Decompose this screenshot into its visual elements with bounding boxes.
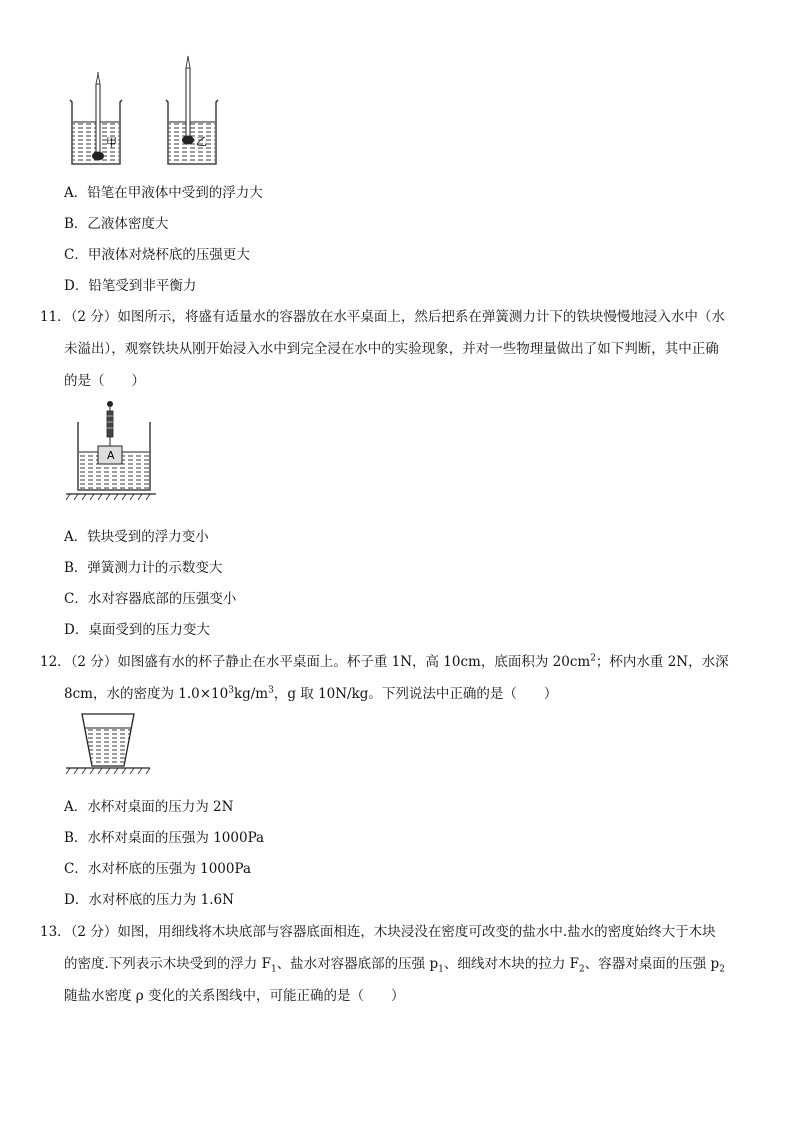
q13-text-2c: 、细线对木块的拉力 F: [443, 956, 580, 972]
q12-text-2b: kg/m: [233, 686, 269, 702]
q10-figure: [62, 50, 232, 170]
q12-number: 12．: [40, 654, 71, 670]
q11-text-1: 如图所示，将盛有适量水的容器放在水平桌面上，然后把系在弹簧测力计下的铁块慢慢地浸入水中（水: [117, 309, 725, 325]
q13-stem-line2: [64, 952, 725, 975]
q13-score: （2 分）: [70, 924, 118, 940]
q12-stem-line2: [64, 682, 557, 702]
q13-sub-3: 2: [579, 964, 585, 975]
q13-text-2d: 、容器对桌面的压强 p: [584, 956, 720, 972]
q10-option-b: B．乙液体密度大: [64, 216, 169, 232]
q11-stem-line3: 的是（ ）: [64, 373, 145, 389]
q12-text-1a: 如图盛有水的杯子静止在水平桌面上。杯子重 1N，高 10cm，底面积为 20cm: [117, 654, 591, 670]
q10-option-d: D．铅笔受到非平衡力: [64, 278, 197, 294]
label-yi: 乙: [196, 135, 207, 148]
q12-sup-2: 3: [228, 685, 234, 696]
q10-option-c: C．甲液体对烧杯底的压强更大: [64, 247, 250, 263]
q12-option-a: A．水杯对桌面的压力为 2N: [64, 799, 234, 815]
q13-sub-1: 1: [270, 964, 277, 975]
q13-text-2a: 的密度.下列表示木块受到的浮力 F: [64, 956, 271, 972]
q11-stem-line2: 未溢出），观察铁块从刚开始浸入水中到完全浸在水中的实验现象，并对一些物理量做出了如下判断，其中正确: [64, 341, 719, 357]
q10-option-a: A．铅笔在甲液体中受到的浮力大: [64, 185, 263, 201]
q12-option-d: D．水对杯底的压力为 1.6N: [64, 892, 234, 908]
q13-number: 13．: [40, 924, 71, 940]
beaker-jia: [70, 72, 122, 164]
q12-figure: [64, 708, 154, 778]
q12-score: （2 分）: [70, 654, 118, 670]
q11-stem-line1: [40, 305, 725, 325]
label-jia: 甲: [106, 136, 117, 149]
block-label: A: [107, 449, 115, 462]
q12-sup-1: 2: [590, 653, 596, 664]
q11-option-d: D．桌面受到的压力变大: [64, 622, 210, 638]
q12-text-2a: 8cm，水的密度为 1.0×10: [64, 686, 229, 702]
q11-score: （2 分）: [70, 309, 118, 325]
q11-option-c: C．水对容器底部的压强变小: [64, 591, 237, 607]
q11-number: 11．: [40, 309, 71, 325]
q13-sub-2: 1: [438, 964, 444, 975]
q11-figure: [64, 398, 164, 504]
q11-option-b: B．弹簧测力计的示数变大: [64, 560, 223, 576]
q12-text-1b: ；杯内水重 2N，水深: [595, 654, 729, 670]
q11-option-a: A．铁块受到的浮力变小: [64, 529, 209, 545]
q12-stem-line1: [40, 650, 729, 670]
q13-sub-4: 2: [719, 964, 725, 975]
q12-text-2c: ，g 取 10N/kg。下列说法中正确的是（ ）: [273, 686, 558, 702]
q13-stem-line3: 随盐水密度 ρ 变化的关系图线中，可能正确的是（ ）: [64, 988, 405, 1004]
q12-option-c: C．水对杯底的压强为 1000Pa: [64, 861, 252, 877]
q13-stem-line1: [40, 920, 716, 940]
beaker-yi: [166, 56, 218, 164]
q13-text-1: 如图，用细线将木块底部与容器底面相连，木块浸没在密度可改变的盐水中.盐水的密度始终大于木块: [117, 924, 716, 940]
q12-sup-3: 3: [268, 685, 274, 696]
q13-text-2b: 、盐水对容器底部的压强 p: [276, 956, 439, 972]
q12-option-b: B．水杯对桌面的压强为 1000Pa: [64, 830, 265, 846]
